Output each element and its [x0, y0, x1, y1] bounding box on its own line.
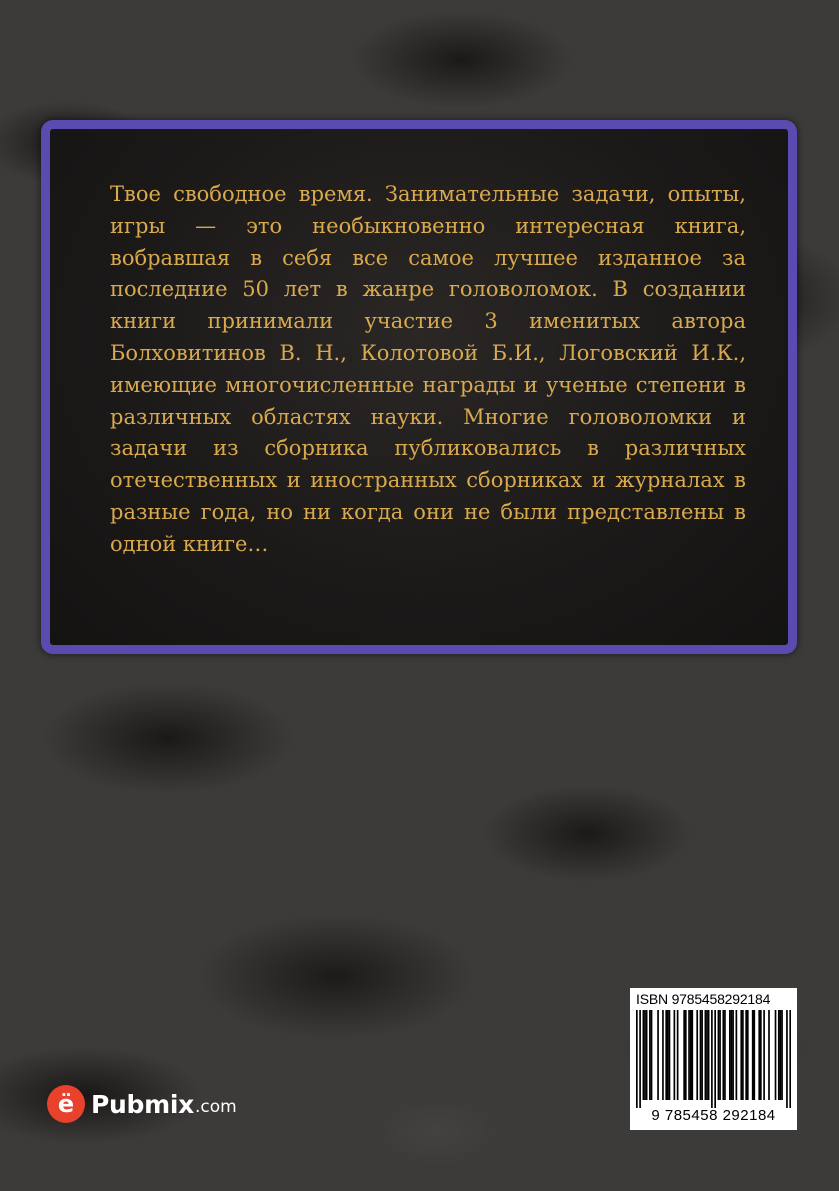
publisher-logo: [47, 1084, 237, 1124]
isbn-digits: 9 785458 292184: [651, 1107, 776, 1124]
publisher-badge-icon: ё: [47, 1085, 85, 1123]
book-description: Твое свободное время. Занимательные задачи, опыты, игры — это необыкновенно интересная книга, вобравшая в себя все самое лучшее изданное за последние 50 лет в жанре головоломок. В создании книги принимали участие 3 именитых автора Болховитинов В. Н., Колотовой Б.И., Логовский И.К., имеющие многочисленные награды и ученые степени в различных областях науки. Многие головоломки и задачи из сборника публиковались в различных отечественных и иностранных сборниках и журналах в разные года, но ни когда они не были представлены в одной книге…: [110, 182, 746, 556]
publisher-domain: .com: [194, 1097, 237, 1117]
barcode-icon: [636, 1010, 791, 1108]
publisher-name: Pubmix: [91, 1089, 194, 1119]
isbn-barcode-block: [630, 988, 797, 1130]
description-panel: [41, 120, 797, 654]
isbn-label: ISBN 9785458292184: [636, 991, 771, 1007]
